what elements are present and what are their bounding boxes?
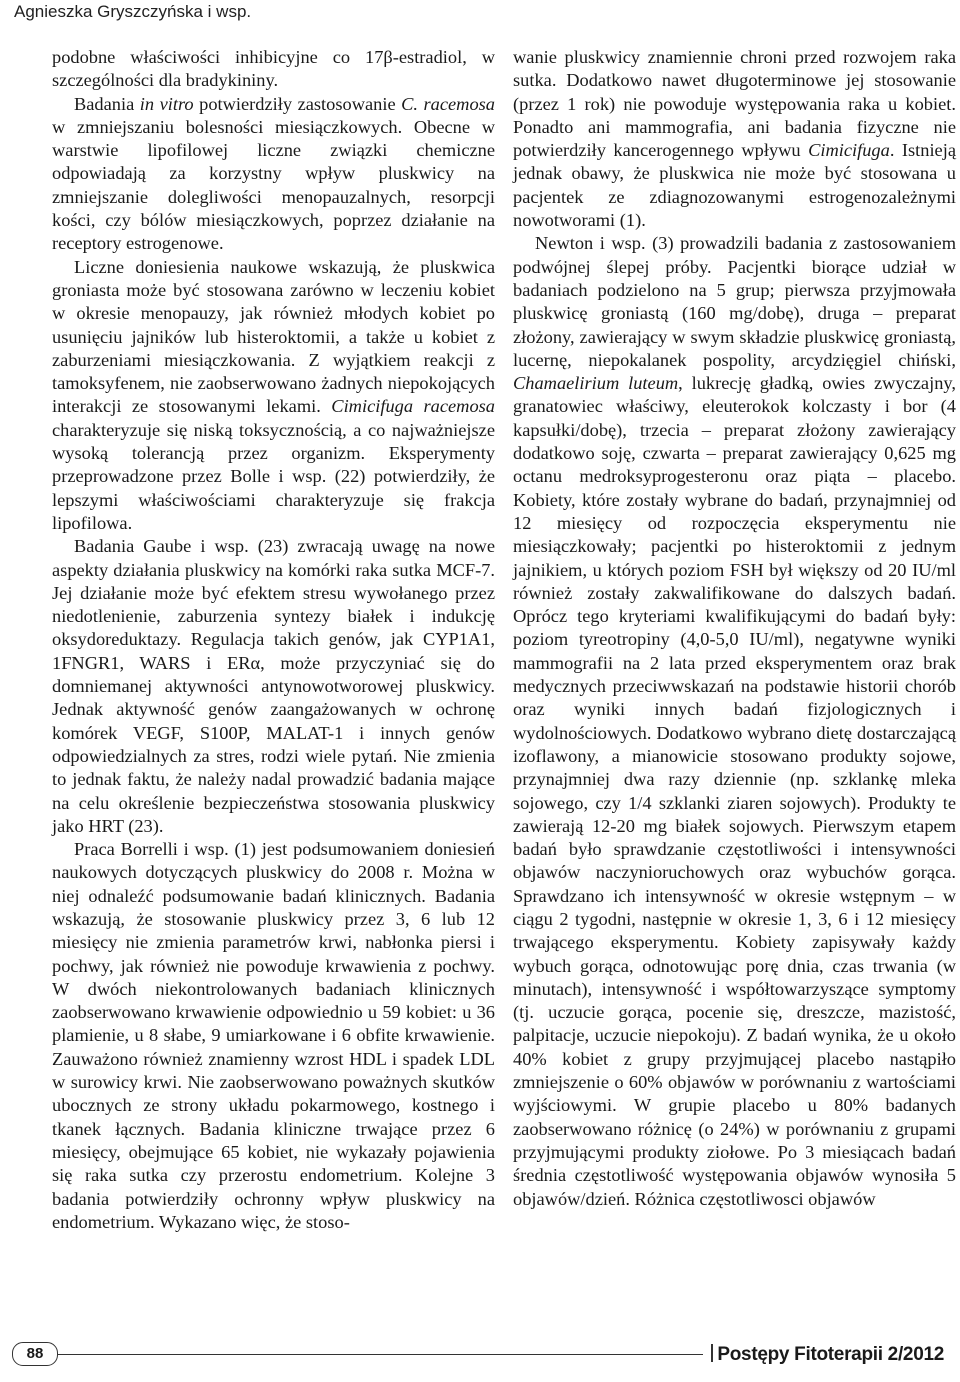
paragraph: wanie pluskwicy znamiennie chroni przed rozwojem raka sutka. Dodatkowo nawet długoterminowe jej stosowanie (przez 1 rok) nie powoduje występowania raka u kobiet. Ponadto ani mammografia, ani badania fizyczne nie potwierdziły kancerogennego wpływu Cimicifuga. Istnieją jednak obawy, że pluskwica nie może być stosowana u pacjentek ze zdiagnozowanymi estrogenozależnymi nowotworami (1). [513,47,956,231]
journal-bar [711,1344,713,1362]
running-head-authors: Agnieszka Gryszczyńska i wsp. [14,2,252,21]
left-column [52,46,495,1234]
paragraph: Badania Gaube i wsp. (23) zwracają uwagę na nowe aspekty działania pluskwicy na komórki raka sutka MCF-7. Jej działanie może być efektem stresu wywołanego przez niedotlenienie, zaburzenia syntezy białek i indukcję oksydoreduktazy. Regulacja takich genów, jak CYP1A1, 1FNGR1, WARS i ERα, może przyczyniać się do domniemanej aktywności antynowotworowej pluskwicy. Jednak aktywność genów zaangażowanych w ochronę komórek VEGF, S100P, MALAT-1 i innych genów odpowiedzialnych za stres, rodzi wiele pytań. Nie zmienia to jednak faktu, że należy nadal prowadzić badania mające na celu określenie bezpieczeństwa stosowania pluskwicy jako HRT (23). [52,536,495,836]
paragraph: podobne właściwości inhibicyjne co 17β-estradiol, w szczególności dla bradykininy. [52,47,495,91]
paragraph: Badania in vitro potwierdziły zastosowanie C. racemosa w zmniejszaniu bolesności miesiączkowych. Obecne w warstwie lipofilowej liczne związki chemiczne odpowiadają za korzystny wpływ pluskwicy na zmniejszanie dolegliwości menopauzalnych, resorpcji kości, czy bólów miesiączkowych, poprzez działanie na receptory estrogenowe. [52,93,495,254]
right-column [513,46,956,1211]
page-number: 88 [12,1342,58,1366]
journal-title-text: Postępy Fitoterapii 2/2012 [717,1344,944,1365]
paragraph: Newton i wsp. (3) prowadzili badania z zastosowaniem podwójnej ślepej próby. Pacjentki biorące udział w badaniach podzielono na 5 grup; pierwsza przyjmowała pluskwicę groniastą (160 mg/dobę), druga – preparat złożony, zawierający w swym składzie pluskwicę groniastą, lucernę, niepokalanek pospolity, arcydzięgiel chiński, Chamaelirium luteum, lukrecję gładką, owies zwyczajny, granatowiec właściwy, eleuterokok kolczasty i bor (4 kapsułki/dobę), trzecia – preparat złożony zawierający dodatkowo soję, czwarta – preparat zawierający 0,625 mg octanu medroksyprogesteronu oraz piąta – placebo. Kobiety, które zostały wybrane do badań, przynajmniej od 12 miesięcy od rozpoczęcia eksperymentu nie miesiączkowały; pacjentki po histeroktomii z jednym jajnikiem, u których poziom FSH był większy od 20 IU/ml również zostały zakwalifikowane do dalszych badań. Oprócz tego kryteriami kwalifikującymi do badań były: poziom tyreotropiny (4,0-5,0 IU/ml), negatywne wyniki mammografii na 2 lata przed eksperymentem oraz brak medycznych przeciwwskazań na podstawie historii chorób oraz wyniki innych badań fizjologicznych i wydolnościowych. Dodatkowo wybrano dietę dostarczającą izoflawony, a mianowicie stosowano produkty sojowe, przynajmniej dwa razy dziennie (np. szklankę mleka sojowego, czy 1/4 szklanki ziaren sojowych). Produkty te zawierają 12-20 mg białek sojowych. Pierwszym etapem badań było sprawdzanie częstotliwości i intensywności objawów naczynioruchowych oraz wybuchów gorąca. Sprawdzano ich intensywność w okresie wstępnym – w ciągu 2 tygodni, następnie w okresie 1, 3, 6 i 12 miesięcy trwającego eksperymentu. Kobiety zapisywały każdy wybuch gorąca, odnotowując porę dnia, czas trwania (w minutach), intensywność i współtowarzyszące symptomy (tj. uczucie gorąca, pocenie się, dreszcze, mazistość, palpitacje, uczucie niepokoju). Z badań wynika, że u około 40% kobiet z grupy przyjmującej placebo nastąpiło zmniejszenie o 60% objawów w porównaniu z wartościami wyjściowymi. W grupie placebo u 80% badanych zaobserwowano różnicę (o 24%) w porównaniu z grupami przyjmującymi produkty ziołowe. Po 3 miesiącach badań średnia częstotliwość występowania objawów wynosiła 5 objawów/dzień. Różnica częstotliwosci objawów [513,233,956,1209]
journal-title [703,1344,952,1366]
paragraph: Liczne doniesienia naukowe wskazują, że pluskwica groniasta może być stosowana zarówno w leczeniu kobiet w okresie menopauzy, jak również młodych kobiet po usunięciu jajników lub histeroktomii, a także u kobiet z zaburzeniami miesiączkowania. Z wyjątkiem reakcji z tamoksyfenem, nie zaobserwowano żadnych niepokojących interakcji ze stosowanymi lekami. Cimicifuga racemosa charakteryzuje się niską toksycznością, a co najważniejsze wysoką tolerancją przez organizm. Eksperymenty przeprowadzone przez Bolle i wsp. (22) potwierdziły, że lepszymi właściwościami charakteryzuje się frakcja lipofilowa. [52,256,495,533]
paragraph: Praca Borrelli i wsp. (1) jest podsumowaniem doniesień naukowych dotyczących pluskwicy do 2008 r. Można w niej odnaleźć podsumowanie badań klinicznych. Badania wskazują, że stosowanie pluskwicy przez 3, 6 lub 12 miesięcy nie zmienia parametrów krwi, nabłonka piersi i pochwy, jak również nie powoduje krwawienia z pochwy. W dwóch niekontrolowanych badaniach klinicznych zaobserwowano krwawienie odpowiednio u 59 kobiet: u 36 plamienie, u 8 słabe, 9 umiarkowane i 6 obfite krwawienie. Zauważono również znamienny wzrost HDL i spadek LDL w surowicy krwi. Nie zaobserwowano poważnych skutków ubocznych ze strony układu pokarmowego, kostnego i tkanek łącznych. Badania kliniczne trwające przez 6 miesięcy, obejmujące 65 kobiet, nie wykazały pojawienia się raka sutka czy przerostu endometrium. Kolejne 3 badania potwierdziły ochronny wpływ pluskwicy na endometrium. Wykazano więc, że stoso- [52,839,495,1232]
